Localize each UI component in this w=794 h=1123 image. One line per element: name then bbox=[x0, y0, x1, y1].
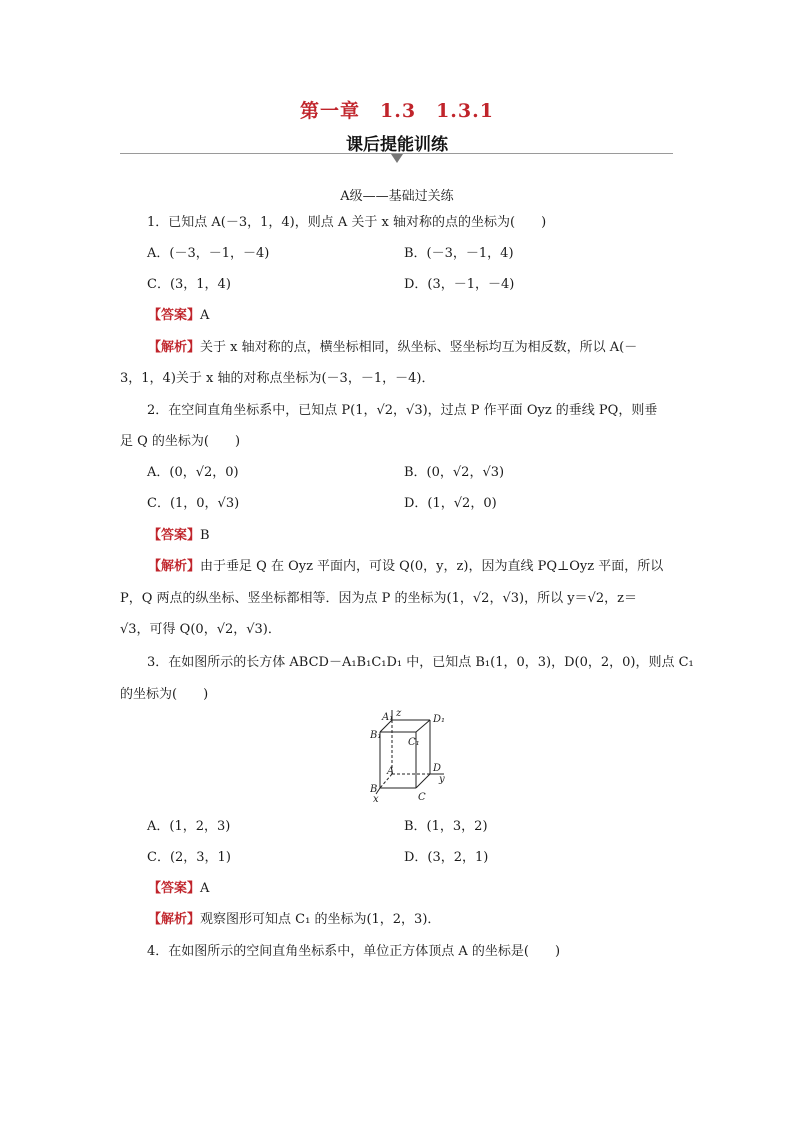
edge-c1d1 bbox=[416, 720, 430, 732]
answer-tag: 【答案】 bbox=[148, 308, 201, 323]
triangle-marker-icon bbox=[391, 154, 403, 163]
analysis-tag: 【解析】 bbox=[148, 340, 201, 355]
label-a: A bbox=[387, 766, 395, 777]
question-1-option-a: A．(－3，－1，－4) bbox=[147, 246, 270, 261]
question-3-stem-line-2: 的坐标为( ) bbox=[120, 687, 209, 702]
answer-tag: 【答案】 bbox=[148, 881, 201, 896]
question-1-option-c: C．(3，1，4) bbox=[147, 277, 231, 292]
question-1-stem: 1．已知点 A(－3，1，4)，则点 A 关于 x 轴对称的点的坐标为( ) bbox=[147, 215, 547, 230]
question-3-answer bbox=[148, 880, 209, 898]
question-2-analysis-line-3: √3，可得 Q(0，√2，√3)． bbox=[120, 622, 281, 637]
cuboid-figure bbox=[370, 708, 460, 804]
question-3-option-b: B．(1，3，2) bbox=[404, 819, 488, 834]
answer-value: A bbox=[200, 881, 210, 896]
question-1-answer bbox=[148, 307, 209, 325]
question-2-option-d: D．(1，√2，0) bbox=[404, 496, 497, 511]
label-x: x bbox=[373, 794, 379, 804]
question-1-option-b: B．(－3，－1，4) bbox=[404, 246, 514, 261]
question-1-analysis-line-2: 3，1，4)关于 x 轴的对称点坐标为(－3，－1，－4)． bbox=[120, 371, 435, 386]
label-b: B bbox=[370, 784, 378, 795]
label-c: C bbox=[418, 792, 426, 803]
question-2-analysis-line-2: P，Q 两点的纵坐标、竖坐标都相等．因为点 P 的坐标为(1，√2，√3)，所以 y＝√2，z＝ bbox=[120, 591, 637, 606]
question-1-analysis-line-1 bbox=[148, 339, 637, 357]
chapter-title: 第一章 1.3 1.3.1 bbox=[300, 100, 494, 122]
label-d: D bbox=[433, 763, 442, 774]
answer-tag: 【答案】 bbox=[148, 528, 201, 543]
question-3-stem-line-1: 3．在如图所示的长方体 ABCD－A₁B₁C₁D₁ 中，已知点 B₁(1，0，3)，D(0，2，0)，则点 C₁ bbox=[147, 655, 694, 670]
question-2-option-c: C．(1，0，√3) bbox=[147, 496, 240, 511]
edge-cd bbox=[416, 774, 430, 788]
label-y: y bbox=[439, 774, 445, 785]
analysis-text: 关于 x 轴对称的点，横坐标相同，纵坐标、竖坐标均互为相反数，所以 A(－ bbox=[200, 340, 638, 355]
label-d1: D₁ bbox=[433, 714, 446, 725]
label-c1: C₁ bbox=[408, 737, 420, 748]
question-2-answer bbox=[148, 527, 210, 545]
analysis-text: 观察图形可知点 C₁ 的坐标为(1，2，3)． bbox=[200, 912, 441, 927]
question-3-option-a: A．(1，2，3) bbox=[147, 819, 231, 834]
question-3-analysis-line-1 bbox=[148, 911, 440, 929]
question-2-stem-line-1: 2．在空间直角坐标系中，已知点 P(1，√2，√3)，过点 P 作平面 Oyz 的垂线 PQ，则垂 bbox=[147, 403, 658, 418]
analysis-tag: 【解析】 bbox=[148, 912, 201, 927]
question-2-stem-line-2: 足 Q 的坐标为( ) bbox=[120, 434, 241, 449]
label-b1: B₁ bbox=[370, 730, 382, 741]
question-1-option-d: D．(3，－1，－4) bbox=[404, 277, 515, 292]
section-level-heading: A级——基础过关练 bbox=[340, 189, 454, 204]
analysis-text: 由于垂足 Q 在 Oyz 平面内，可设 Q(0，y，z)，因为直线 PQ⊥Oyz 平面，所以 bbox=[200, 559, 664, 574]
answer-value: A bbox=[200, 308, 210, 323]
question-4-stem: 4．在如图所示的空间直角坐标系中，单位正方体顶点 A 的坐标是( ) bbox=[147, 944, 561, 959]
answer-value: B bbox=[200, 528, 210, 543]
question-2-option-b: B．(0，√2，√3) bbox=[404, 465, 505, 480]
label-z: z bbox=[396, 708, 402, 719]
analysis-tag: 【解析】 bbox=[148, 559, 201, 574]
label-a1: A₁ bbox=[382, 712, 394, 723]
question-2-option-a: A．(0，√2，0) bbox=[147, 465, 239, 480]
question-2-analysis-line-1 bbox=[148, 558, 663, 576]
question-3-option-d: D．(3，2，1) bbox=[404, 850, 489, 865]
page-subtitle: 课后提能训练 bbox=[346, 135, 448, 155]
question-3-option-c: C．(2，3，1) bbox=[147, 850, 231, 865]
